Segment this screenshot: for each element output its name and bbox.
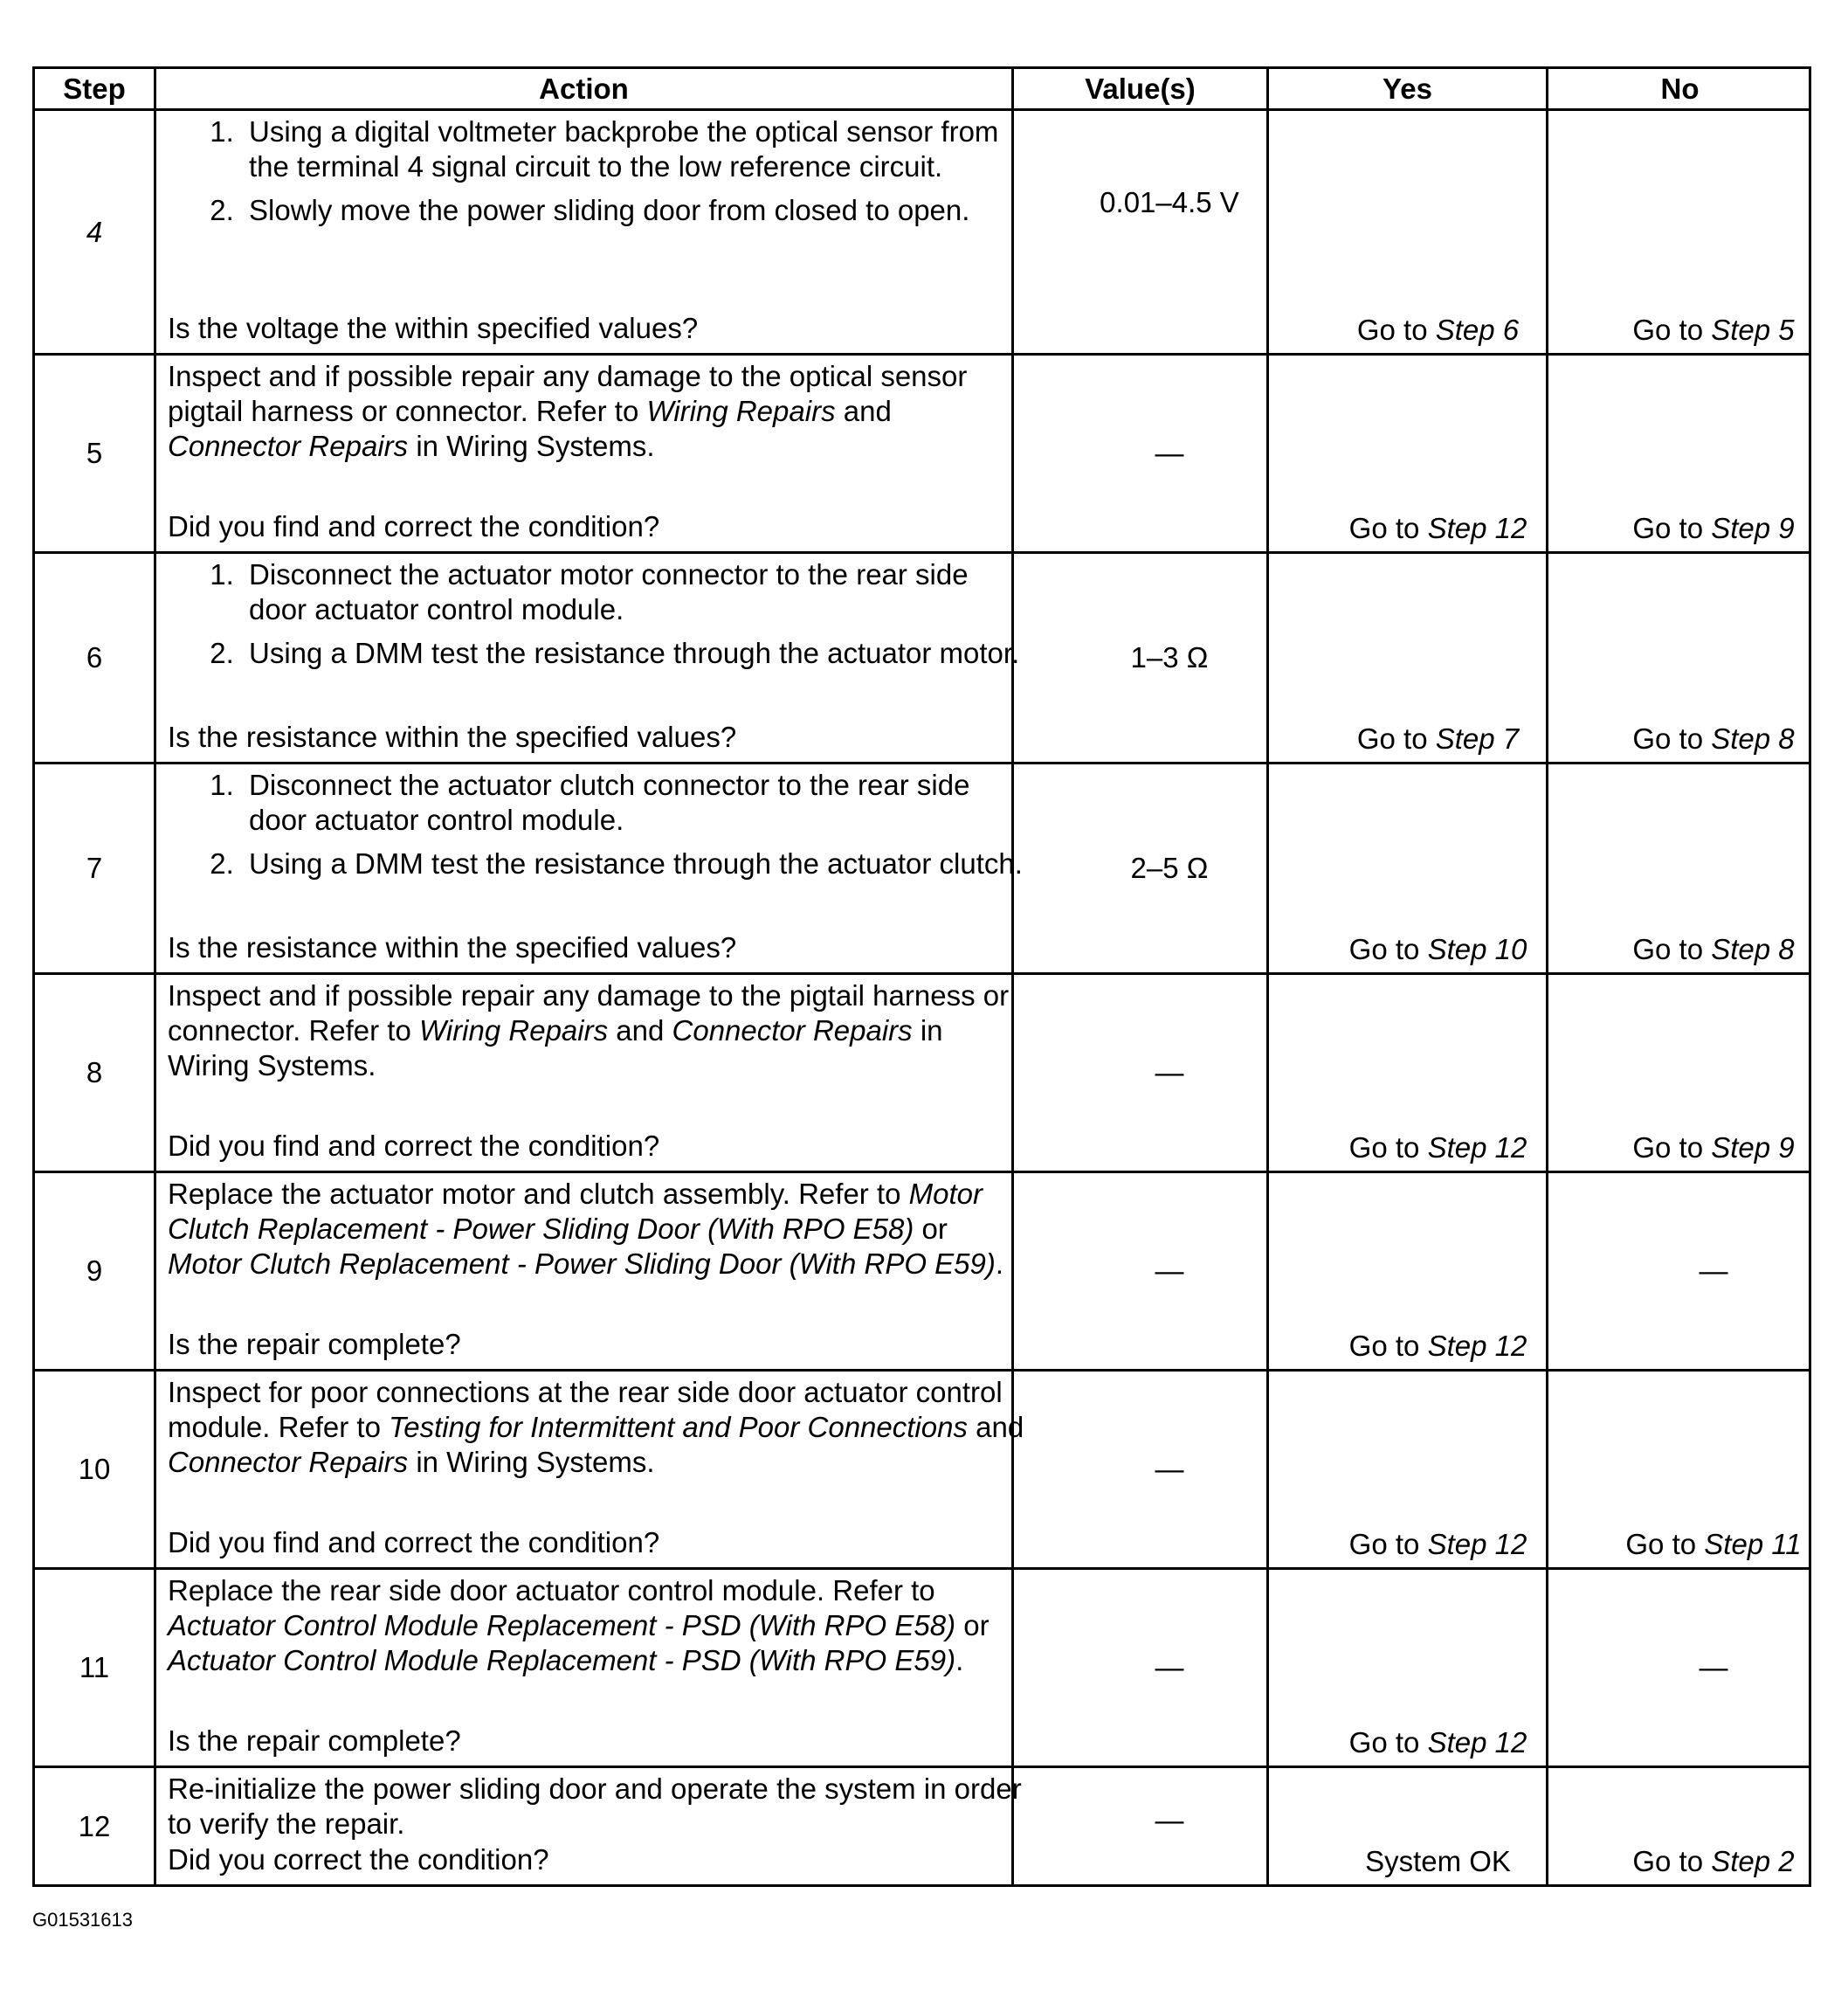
step-number: 5	[86, 437, 103, 469]
reference-link: Connector Repairs	[168, 1446, 409, 1478]
yes-cell: System OK	[1365, 1845, 1511, 1877]
step-number: 9	[86, 1254, 103, 1287]
yes-cell	[1298, 1130, 1578, 1165]
value-cell: —	[1155, 1254, 1184, 1287]
step-link: Step 11	[1704, 1528, 1802, 1560]
header-no: No	[1660, 72, 1700, 105]
step-number: 11	[79, 1651, 110, 1683]
no-cell	[1581, 932, 1846, 967]
list-item: 2. Using a DMM test the resistance through the actuator motor.	[242, 636, 1028, 671]
action-cell	[168, 557, 1028, 758]
action-cell	[168, 768, 1028, 969]
goto-text: Go to	[1632, 314, 1704, 346]
goto-text: Go to	[1348, 1528, 1420, 1560]
step-link: Step 12	[1427, 1330, 1527, 1362]
step-link: Step 12	[1427, 1528, 1527, 1560]
table-header	[35, 69, 1809, 111]
table-row	[35, 1570, 1809, 1768]
goto-text: Go to	[1348, 933, 1420, 965]
action-question: Is the repair complete?	[168, 1328, 461, 1360]
table-row	[35, 111, 1809, 356]
action-text: Inspect and if possible repair any damage to the pigtail harness or connector. Refer to Wiring Repairs and Connector Repairs in Wiring Systems.	[168, 979, 1010, 1081]
action-question: Did you find and correct the condition?	[168, 510, 660, 542]
action-cell	[168, 1177, 1028, 1365]
step-link: Step 7	[1435, 722, 1520, 755]
step-link: Step 9	[1711, 1131, 1795, 1164]
action-question: Did you correct the condition?	[168, 1843, 549, 1876]
table-row	[35, 764, 1809, 975]
value-cell: —	[1155, 1453, 1184, 1485]
action-question: Did you find and correct the condition?	[168, 1526, 660, 1558]
table-row	[35, 1372, 1809, 1570]
list-item: 2. Using a DMM test the resistance through the actuator clutch.	[242, 846, 1028, 881]
step-link: Step 12	[1427, 1131, 1527, 1164]
action-question: Is the resistance within the specified values?	[168, 721, 737, 753]
reference-link: Testing for Intermittent and Poor Connections	[389, 1411, 968, 1443]
table-row	[35, 1173, 1809, 1372]
reference-link: Connector Repairs	[672, 1014, 913, 1047]
action-cell	[168, 978, 1028, 1167]
no-cell	[1581, 1527, 1846, 1562]
goto-text: Go to	[1632, 722, 1704, 755]
yes-cell	[1298, 1329, 1578, 1364]
reference-link: Motor Clutch Replacement - Power Sliding Door (With RPO E58)	[168, 1178, 983, 1245]
action-cell	[168, 1375, 1028, 1564]
goto-text: Go to	[1632, 1131, 1704, 1164]
header-step: Step	[63, 72, 126, 105]
action-question: Did you find and correct the condition?	[168, 1130, 660, 1162]
reference-link: Wiring Repairs	[646, 395, 836, 427]
yes-cell	[1298, 932, 1578, 967]
no-cell	[1581, 1130, 1846, 1165]
step-number: 8	[86, 1056, 103, 1088]
goto-text: Go to	[1356, 314, 1428, 346]
step-link: Step 8	[1711, 933, 1795, 965]
figure-id: G01531613	[32, 1909, 133, 1931]
action-steps-list	[168, 768, 1028, 881]
action-text: Replace the rear side door actuator control module. Refer to Actuator Control Module Replacement - PSD (With RPO E58) or Actuator Control Module Replacement - PSD (With RPO E59).	[168, 1574, 990, 1676]
goto-text: Go to	[1348, 1726, 1420, 1759]
reference-link: Connector Repairs	[168, 430, 409, 462]
value-cell: —	[1155, 437, 1184, 469]
value-cell: 2–5 Ω	[1130, 852, 1209, 884]
step-link: Step 9	[1711, 512, 1795, 544]
step-link: Step 2	[1711, 1845, 1795, 1877]
step-link: Step 8	[1711, 722, 1795, 755]
step-number: 6	[86, 641, 103, 674]
goto-text: Go to	[1348, 1131, 1420, 1164]
no-cell: —	[1699, 1254, 1728, 1287]
table-row	[35, 554, 1809, 764]
value-cell: —	[1155, 1651, 1184, 1683]
action-question: Is the resistance within the specified values?	[168, 931, 737, 964]
value-cell: —	[1155, 1056, 1184, 1088]
reference-link: Actuator Control Module Replacement - PSD (With RPO E59)	[168, 1644, 956, 1676]
list-item: 1. Using a digital voltmeter backprobe the optical sensor from the terminal 4 signal circuit to the low reference circuit.	[242, 114, 1028, 184]
diagnostic-table	[32, 66, 1811, 1887]
step-link: Step 12	[1427, 1726, 1527, 1759]
goto-text: Go to	[1348, 1330, 1420, 1362]
action-cell	[168, 359, 1028, 548]
action-cell	[168, 1772, 1028, 1881]
action-cell	[168, 114, 1028, 349]
step-link: Step 10	[1427, 933, 1527, 965]
step-link: Step 12	[1427, 512, 1527, 544]
action-text: Re-initialize the power sliding door and operate the system in order to verify the repair.	[168, 1772, 1022, 1840]
no-cell	[1581, 511, 1846, 546]
step-link: Step 6	[1435, 314, 1520, 346]
goto-text: Go to	[1356, 722, 1428, 755]
action-steps-list	[168, 114, 1028, 228]
value-cell: 0.01–4.5 V	[1100, 186, 1239, 218]
reference-link: Motor Clutch Replacement - Power Sliding Door (With RPO E59)	[168, 1247, 996, 1280]
list-item: 1. Disconnect the actuator clutch connector to the rear side door actuator control module.	[242, 768, 1028, 838]
action-text: Replace the actuator motor and clutch assembly. Refer to Motor Clutch Replacement - Power Sliding Door (With RPO E58) or Motor Clutch Replacement - Power Sliding Door (With RPO E59).	[168, 1178, 1004, 1280]
no-cell	[1581, 313, 1846, 348]
table-row	[35, 975, 1809, 1173]
header-yes: Yes	[1383, 72, 1432, 105]
action-text: Inspect for poor connections at the rear side door actuator control module. Refer to Testing for Intermittent and Poor Connections and Connector Repairs in Wiring Systems.	[168, 1376, 1024, 1478]
action-text: Inspect and if possible repair any damage to the optical sensor pigtail harness or connector. Refer to Wiring Repairs and Connector Repairs in Wiring Systems.	[168, 360, 968, 462]
goto-text: Go to	[1348, 512, 1420, 544]
action-question: Is the voltage the within specified values?	[168, 312, 699, 344]
yes-cell	[1298, 511, 1578, 546]
step-number: 12	[78, 1809, 111, 1842]
header-action: Action	[539, 72, 629, 105]
yes-cell	[1298, 1725, 1578, 1760]
action-steps-list	[168, 557, 1028, 671]
no-cell: —	[1699, 1651, 1728, 1683]
list-item: 2. Slowly move the power sliding door from closed to open.	[242, 193, 1028, 228]
goto-text: Go to	[1632, 512, 1704, 544]
action-cell	[168, 1573, 1028, 1762]
reference-link: Wiring Repairs	[419, 1014, 609, 1047]
step-number: 7	[86, 852, 103, 884]
yes-cell	[1298, 313, 1578, 348]
reference-link: Actuator Control Module Replacement - PSD (With RPO E58)	[168, 1609, 956, 1641]
yes-cell	[1298, 722, 1578, 757]
value-cell: 1–3 Ω	[1130, 641, 1209, 674]
list-item: 1. Disconnect the actuator motor connector to the rear side door actuator control module.	[242, 557, 1028, 627]
yes-cell	[1298, 1527, 1578, 1562]
step-number: 4	[86, 215, 103, 248]
action-question: Is the repair complete?	[168, 1724, 461, 1757]
step-link: Step 5	[1711, 314, 1795, 346]
value-cell: —	[1155, 1804, 1184, 1836]
table-row	[35, 1768, 1809, 1884]
table-row	[35, 356, 1809, 554]
step-number: 10	[78, 1453, 111, 1485]
no-cell	[1581, 1844, 1846, 1879]
goto-text: Go to	[1632, 1845, 1704, 1877]
header-values: Value(s)	[1085, 72, 1196, 105]
goto-text: Go to	[1632, 933, 1704, 965]
goto-text: Go to	[1625, 1528, 1697, 1560]
no-cell	[1581, 722, 1846, 757]
